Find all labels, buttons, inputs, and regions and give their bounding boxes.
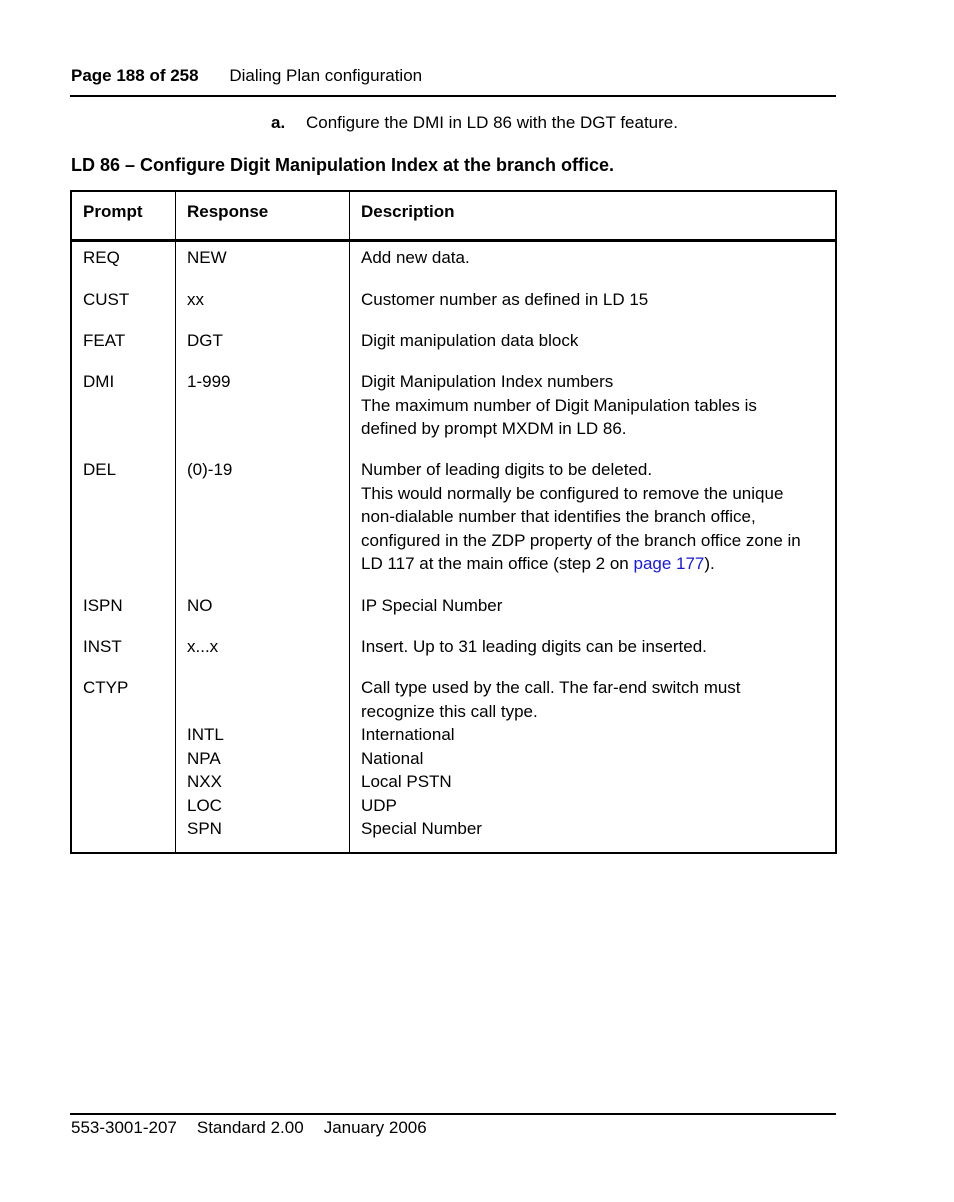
description-line: defined by prompt MXDM in LD 86.	[361, 419, 627, 438]
description-cell	[361, 676, 741, 723]
prompt-cell: FEAT	[83, 331, 126, 350]
description-cell	[361, 458, 801, 576]
response-cell: NEW	[187, 248, 227, 267]
prompt-table	[70, 190, 837, 854]
description-line	[361, 552, 801, 576]
description-cell	[361, 329, 578, 353]
step-text: Configure the DMI in LD 86 with the DGT feature.	[306, 113, 678, 132]
response-cell: xx	[187, 290, 204, 309]
description-line: recognize this call type.	[361, 701, 538, 721]
header-divider	[72, 239, 835, 242]
ctyp-option-description: Local PSTN	[361, 772, 452, 791]
response-cell: x...x	[187, 637, 219, 656]
column-divider	[349, 192, 350, 852]
ctyp-option-description: International	[361, 725, 455, 744]
footer-rule	[70, 1113, 836, 1115]
ctyp-option-description: Special Number	[361, 819, 482, 838]
table-title: LD 86 – Configure Digit Manipulation Index at the branch office.	[71, 155, 615, 175]
column-header-description: Description	[361, 202, 455, 221]
ctyp-option-description: National	[361, 748, 424, 768]
column-header-prompt: Prompt	[83, 202, 143, 221]
page-number: Page 188 of 258	[71, 66, 199, 85]
response-cell: 1-999	[187, 372, 231, 391]
prompt-cell: REQ	[83, 248, 120, 267]
document-date: January 2006	[323, 1118, 427, 1137]
response-cell: NO	[187, 596, 213, 615]
description-text: LD 117 at the main office (step 2 on	[361, 554, 634, 573]
response-cell: DGT	[187, 331, 223, 350]
document-number: 553-3001-207	[71, 1118, 177, 1137]
ctyp-option-response: NXX	[187, 772, 222, 791]
ctyp-option-response: NPA	[187, 748, 221, 768]
ctyp-responses	[187, 723, 224, 841]
column-divider	[175, 192, 176, 852]
description-line: This would normally be configured to remove the unique	[361, 483, 784, 503]
ctyp-option-response: SPN	[187, 819, 222, 838]
procedure-step	[271, 113, 678, 133]
description-line: Number of leading digits to be deleted.	[361, 460, 653, 479]
description-line: Digit manipulation data block	[361, 331, 579, 350]
description-line: non-dialable number that identifies the branch office,	[361, 507, 756, 526]
description-cell	[361, 288, 648, 312]
ctyp-option-response: INTL	[187, 725, 224, 744]
column-header-response: Response	[187, 202, 269, 221]
description-text: ).	[704, 554, 715, 573]
description-line: Digit Manipulation Index numbers	[361, 372, 614, 391]
prompt-cell: CTYP	[83, 678, 129, 697]
description-cell	[361, 635, 707, 659]
ctyp-option-response: LOC	[187, 795, 222, 815]
page-footer	[71, 1118, 427, 1138]
prompt-cell: CUST	[83, 290, 130, 309]
prompt-cell: DMI	[83, 372, 115, 391]
prompt-cell: ISPN	[83, 596, 123, 615]
description-cell	[361, 370, 757, 441]
description-line: Add new data.	[361, 248, 470, 267]
ctyp-option-description: UDP	[361, 795, 397, 815]
page-link[interactable]: page 177	[633, 554, 705, 573]
description-cell	[361, 246, 470, 270]
response-cell: (0)-19	[187, 460, 233, 479]
prompt-cell: INST	[83, 637, 122, 656]
document-standard: Standard 2.00	[196, 1118, 304, 1137]
page-header	[71, 66, 422, 86]
description-line: configured in the ZDP property of the branch office zone in	[361, 530, 801, 550]
step-marker: a.	[271, 113, 286, 132]
description-line: IP Special Number	[361, 596, 503, 615]
description-line: Insert. Up to 31 leading digits can be inserted.	[361, 637, 707, 656]
description-line: Call type used by the call. The far-end switch must	[361, 678, 741, 697]
prompt-cell: DEL	[83, 460, 117, 479]
description-line: Customer number as defined in LD 15	[361, 290, 649, 309]
ctyp-descriptions	[361, 723, 482, 841]
header-rule	[70, 95, 836, 97]
description-cell	[361, 594, 502, 618]
section-title: Dialing Plan configuration	[229, 66, 423, 85]
description-line: The maximum number of Digit Manipulation tables is	[361, 395, 757, 415]
